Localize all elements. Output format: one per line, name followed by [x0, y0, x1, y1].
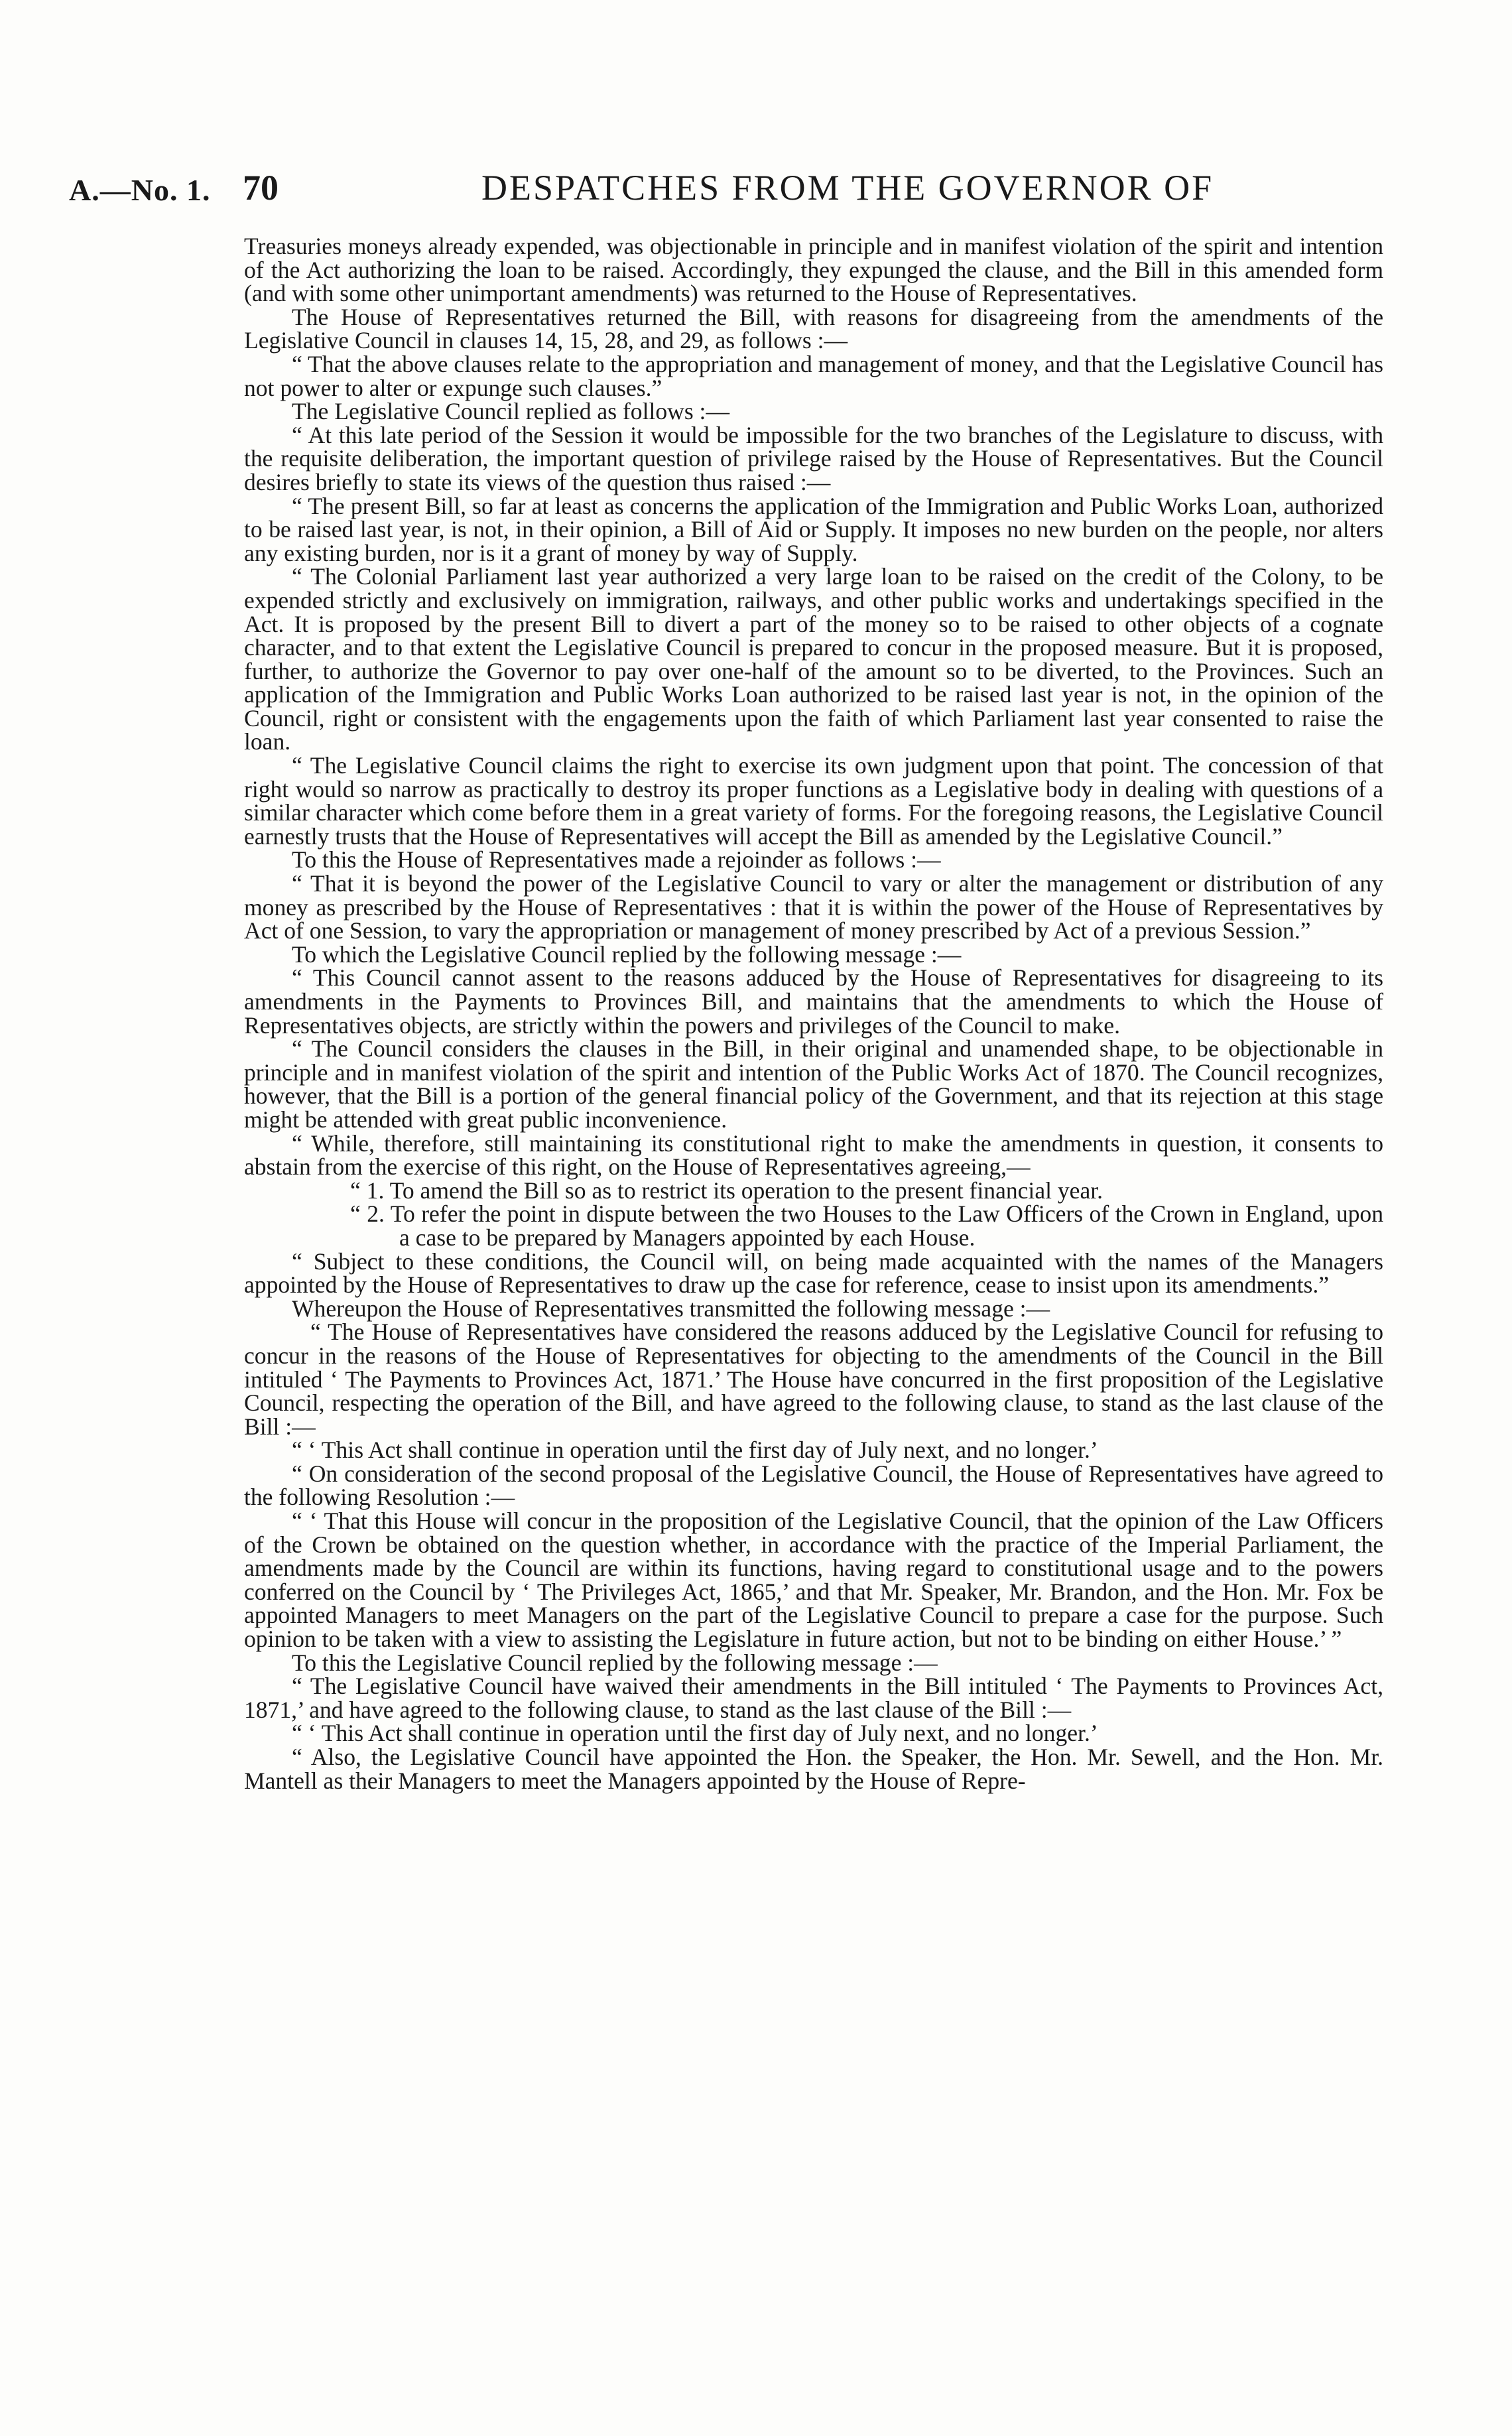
- document-body: [244, 235, 1383, 1793]
- quoted-clause: “ ‘ This Act shall continue in operation until the first day of July next, and no longer.’: [292, 1720, 1098, 1747]
- quoted-paragraph: “ On consideration of the second proposal of the Legislative Council, the House of Representatives have agreed to the following Resolution :—: [244, 1460, 1383, 1511]
- quoted-paragraph: “ That the above clauses relate to the appropriation and management of money, and that the Legislative Council has not power to alter or expunge such clauses.”: [244, 350, 1383, 401]
- paragraph: Treasuries moneys already expended, was objectionable in principle and in manifest violation of the spirit and intention of the Act authorizing the loan to be raised. Accordingly, they expunged the clause, and the Bill in this amended form (and with some other unimportant amendments) was returned to the House of Representatives.: [244, 233, 1383, 307]
- quoted-paragraph: “ The Legislative Council have waived their amendments in the Bill intituled ‘ The Payments to Provinces Act, 1871,’ and have agreed to the following clause, to stand as the last clause of the Bill :—: [244, 1673, 1383, 1723]
- paragraph: The Legislative Council replied as follows :—: [292, 398, 730, 425]
- quoted-paragraph: “ This Council cannot assent to the reasons adduced by the House of Representatives for disagreeing to its amendments in the Payments to Provinces Bill, and maintains that the amendments to which the House of Representatives objects, are strictly within the powers and privileges of the Council to make.: [244, 964, 1383, 1039]
- quoted-paragraph: “ The Council considers the clauses in the Bill, in their original and unamended shape, to be objectionable in principle and in manifest violation of the spirit and intention of the Public Works Act of 1870. The Council recognizes, however, that the Bill is a portion of the general financial policy of the Government, and that its rejection at this stage might be attended with great public inconvenience.: [244, 1035, 1383, 1133]
- paragraph: To this the House of Representatives made a rejoinder as follows :—: [292, 846, 941, 873]
- paragraph: Whereupon the House of Representatives transmitted the following message :—: [292, 1295, 1050, 1322]
- quoted-paragraph: “ The present Bill, so far at least as concerns the application of the Immigration and Public Works Loan, authorized to be raised last year, is not, in their opinion, a Bill of Aid or Supply. It imposes no new burden on the people, nor alters any existing burden, nor is it a grant of money by way of Supply.: [244, 492, 1383, 566]
- paragraph: To which the Legislative Council replied by the following message :—: [292, 940, 962, 968]
- quoted-paragraph: “ That it is beyond the power of the Legislative Council to vary or alter the management or distribution of any money as prescribed by the House of Representatives : that it is within the power of the House of Representatives by Act of one Session, to vary the appropriation or management of money prescribed by Act of a previous Session.”: [244, 870, 1383, 944]
- quoted-paragraph: “ At this late period of the Session it would be impossible for the two branches of the Legislature to discuss, with the requisite deliberation, the important question of privilege raised by the House of Representatives. But the Council desires briefly to state its views of the question thus raised :—: [244, 421, 1383, 495]
- paragraph: To this the Legislative Council replied by the following message :—: [292, 1649, 938, 1676]
- numbered-condition: “ 2. To refer the point in dispute between the two Houses to the Law Officers of the Crown in England, upon a case to be prepared by Managers appointed by each House.: [350, 1200, 1383, 1251]
- quoted-paragraph: “ The Legislative Council claims the right to exercise its own judgment upon that point. The concession of that right would so narrow as practically to destroy its proper functions as a Legislative body in dealing with questions of a similar character which come before them in a great variety of forms. For the foregoing reasons, the Legislative Council earnestly trusts that the House of Representatives will accept the Bill as amended by the Legislative Council.”: [244, 752, 1383, 850]
- quoted-clause: “ ‘ This Act shall continue in operation until the first day of July next, and no longer.’: [292, 1437, 1098, 1464]
- numbered-condition: “ 1. To amend the Bill so as to restrict its operation to the present financial year.: [350, 1177, 1103, 1204]
- quoted-paragraph: “ Subject to these conditions, the Council will, on being made acquainted with the names of the Managers appointed by the House of Representatives to draw up the case for reference, cease to insist upon its amendments.”: [244, 1248, 1383, 1299]
- document-reference: A.—No. 1.: [69, 173, 211, 207]
- paragraph: The House of Representatives returned the Bill, with reasons for disagreeing from the amendments of the Legislative Council in clauses 14, 15, 28, and 29, as follows :—: [244, 303, 1383, 354]
- quoted-paragraph: “ The House of Representatives have considered the reasons adduced by the Legislative Council for refusing to concur in the reasons of the House of Representatives for objecting to the amendments of the Council in the Bill intituled ‘ The Payments to Provinces Act, 1871.’ The House have concurred in the first proposition of the Legislative Council, respecting the operation of the Bill, and have agreed to the following clause, to stand as the last clause of the Bill :—: [244, 1318, 1383, 1440]
- quoted-resolution: “ ‘ That this House will concur in the proposition of the Legislative Council, that the opinion of the Law Officers of the Crown be obtained on the question whether, in accordance with the practice of the Imperial Parliament, the amendments made by the Council are within its functions, having regard to constitutional usage and to the powers conferred on the Council by ‘ The Privileges Act, 1865,’ and that Mr. Speaker, Mr. Brandon, and the Hon. Mr. Fox be appointed Managers to meet Managers on the part of the Legislative Council to prepare a case for the purpose. Such opinion to be taken with a view to assisting the Legislature in future action, but not to be binding on either House.’ ”: [244, 1507, 1383, 1653]
- quoted-paragraph: “ While, therefore, still maintaining its constitutional right to make the amendments in question, it consents to abstain from the exercise of this right, on the House of Representatives agreeing,—: [244, 1129, 1383, 1181]
- quoted-paragraph: “ Also, the Legislative Council have appointed the Hon. the Speaker, the Hon. Mr. Sewell, and the Hon. Mr. Mantell as their Managers to meet the Managers appointed by the House of Repre-: [244, 1744, 1383, 1794]
- page-number: 70: [243, 168, 279, 208]
- quoted-paragraph: “ The Colonial Parliament last year authorized a very large loan to be raised on the credit of the Colony, to be expended strictly and exclusively on immigration, railways, and other public works and undertakings specified in the Act. It is proposed by the present Bill to divert a part of the money so to be raised to other objects of a cognate character, and to that extent the Legislative Council is prepared to concur in the proposed measure. But it is proposed, further, to authorize the Governor to pay over one-half of the amount so to be diverted, to the Provinces. Such an application of the Immigration and Public Works Loan authorized to be raised last year is not, in the opinion of the Council, right or consistent with the engagements upon the faith of which Parliament last year consented to raise the loan.: [244, 563, 1383, 755]
- page-header: [69, 167, 1395, 214]
- running-title: DESPATCHES FROM THE GOVERNOR OF: [481, 168, 1214, 208]
